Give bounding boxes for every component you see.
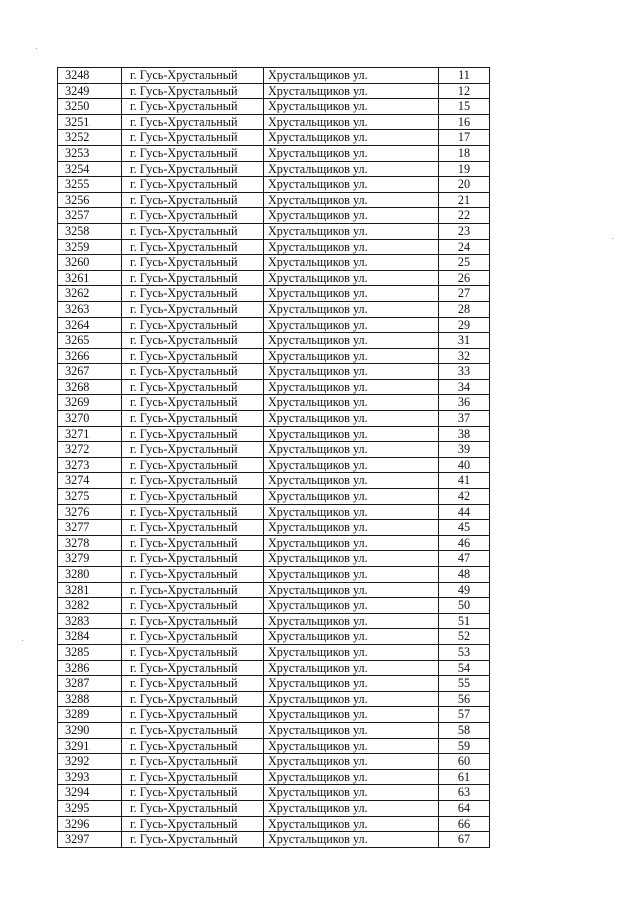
- street-cell: Хрустальщиков ул.: [264, 769, 439, 785]
- house-number-cell: 47: [439, 551, 490, 567]
- city-cell: г. Гусь-Хрустальный: [122, 364, 264, 380]
- street-cell: Хрустальщиков ул.: [264, 442, 439, 458]
- street-cell: Хрустальщиков ул.: [264, 707, 439, 723]
- house-number-cell: 18: [439, 145, 490, 161]
- street-cell: Хрустальщиков ул.: [264, 613, 439, 629]
- row-number-cell: 3275: [58, 489, 122, 505]
- row-number-cell: 3254: [58, 161, 122, 177]
- street-cell: Хрустальщиков ул.: [264, 145, 439, 161]
- city-cell: г. Гусь-Хрустальный: [122, 832, 264, 848]
- row-number-cell: 3251: [58, 114, 122, 130]
- row-number-cell: 3260: [58, 255, 122, 271]
- house-number-cell: 23: [439, 223, 490, 239]
- street-cell: Хрустальщиков ул.: [264, 800, 439, 816]
- city-cell: г. Гусь-Хрустальный: [122, 598, 264, 614]
- table-row: [58, 738, 490, 754]
- street-cell: Хрустальщиков ул.: [264, 286, 439, 302]
- scan-speck: [36, 48, 37, 49]
- street-cell: Хрустальщиков ул.: [264, 192, 439, 208]
- street-cell: Хрустальщиков ул.: [264, 816, 439, 832]
- house-number-cell: 63: [439, 785, 490, 801]
- table-row: [58, 333, 490, 349]
- city-cell: г. Гусь-Хрустальный: [122, 83, 264, 99]
- table-row: [58, 161, 490, 177]
- row-number-cell: 3264: [58, 317, 122, 333]
- city-cell: г. Гусь-Хрустальный: [122, 192, 264, 208]
- street-cell: Хрустальщиков ул.: [264, 644, 439, 660]
- street-cell: Хрустальщиков ул.: [264, 457, 439, 473]
- address-table: [57, 67, 490, 848]
- house-number-cell: 38: [439, 426, 490, 442]
- table-row: [58, 832, 490, 848]
- row-number-cell: 3278: [58, 535, 122, 551]
- row-number-cell: 3282: [58, 598, 122, 614]
- house-number-cell: 53: [439, 644, 490, 660]
- house-number-cell: 21: [439, 192, 490, 208]
- table-row: [58, 301, 490, 317]
- house-number-cell: 61: [439, 769, 490, 785]
- street-cell: Хрустальщиков ул.: [264, 114, 439, 130]
- house-number-cell: 46: [439, 535, 490, 551]
- table-row: [58, 816, 490, 832]
- street-cell: Хрустальщиков ул.: [264, 754, 439, 770]
- city-cell: г. Гусь-Хрустальный: [122, 676, 264, 692]
- table-row: [58, 629, 490, 645]
- house-number-cell: 34: [439, 379, 490, 395]
- table-row: [58, 722, 490, 738]
- row-number-cell: 3267: [58, 364, 122, 380]
- table-row: [58, 769, 490, 785]
- table-row: [58, 68, 490, 84]
- table-row: [58, 83, 490, 99]
- city-cell: г. Гусь-Хрустальный: [122, 504, 264, 520]
- table-row: [58, 598, 490, 614]
- row-number-cell: 3293: [58, 769, 122, 785]
- row-number-cell: 3286: [58, 660, 122, 676]
- table-row: [58, 489, 490, 505]
- table-row: [58, 208, 490, 224]
- street-cell: Хрустальщиков ул.: [264, 348, 439, 364]
- street-cell: Хрустальщиков ул.: [264, 99, 439, 115]
- row-number-cell: 3265: [58, 333, 122, 349]
- city-cell: г. Гусь-Хрустальный: [122, 582, 264, 598]
- row-number-cell: 3283: [58, 613, 122, 629]
- row-number-cell: 3253: [58, 145, 122, 161]
- table-row: [58, 286, 490, 302]
- street-cell: Хрустальщиков ул.: [264, 520, 439, 536]
- city-cell: г. Гусь-Хрустальный: [122, 644, 264, 660]
- house-number-cell: 32: [439, 348, 490, 364]
- scan-speck: [22, 640, 23, 641]
- table-row: [58, 395, 490, 411]
- row-number-cell: 3279: [58, 551, 122, 567]
- city-cell: г. Гусь-Хрустальный: [122, 223, 264, 239]
- city-cell: г. Гусь-Хрустальный: [122, 769, 264, 785]
- row-number-cell: 3250: [58, 99, 122, 115]
- row-number-cell: 3262: [58, 286, 122, 302]
- street-cell: Хрустальщиков ул.: [264, 270, 439, 286]
- table-row: [58, 582, 490, 598]
- house-number-cell: 12: [439, 83, 490, 99]
- city-cell: г. Гусь-Хрустальный: [122, 161, 264, 177]
- table-row: [58, 613, 490, 629]
- city-cell: г. Гусь-Хрустальный: [122, 489, 264, 505]
- table-row: [58, 99, 490, 115]
- street-cell: Хрустальщиков ул.: [264, 582, 439, 598]
- house-number-cell: 37: [439, 411, 490, 427]
- city-cell: г. Гусь-Хрустальный: [122, 411, 264, 427]
- house-number-cell: 66: [439, 816, 490, 832]
- table-row: [58, 145, 490, 161]
- house-number-cell: 24: [439, 239, 490, 255]
- row-number-cell: 3274: [58, 473, 122, 489]
- city-cell: г. Гусь-Хрустальный: [122, 348, 264, 364]
- street-cell: Хрустальщиков ул.: [264, 832, 439, 848]
- city-cell: г. Гусь-Хрустальный: [122, 270, 264, 286]
- city-cell: г. Гусь-Хрустальный: [122, 395, 264, 411]
- table-row: [58, 660, 490, 676]
- city-cell: г. Гусь-Хрустальный: [122, 691, 264, 707]
- street-cell: Хрустальщиков ул.: [264, 68, 439, 84]
- row-number-cell: 3255: [58, 177, 122, 193]
- city-cell: г. Гусь-Хрустальный: [122, 255, 264, 271]
- street-cell: Хрустальщиков ул.: [264, 239, 439, 255]
- street-cell: Хрустальщиков ул.: [264, 208, 439, 224]
- house-number-cell: 64: [439, 800, 490, 816]
- street-cell: Хрустальщиков ул.: [264, 473, 439, 489]
- city-cell: г. Гусь-Хрустальный: [122, 457, 264, 473]
- house-number-cell: 29: [439, 317, 490, 333]
- street-cell: Хрустальщиков ул.: [264, 161, 439, 177]
- street-cell: Хрустальщиков ул.: [264, 379, 439, 395]
- table-row: [58, 691, 490, 707]
- city-cell: г. Гусь-Хрустальный: [122, 707, 264, 723]
- house-number-cell: 28: [439, 301, 490, 317]
- street-cell: Хрустальщиков ул.: [264, 333, 439, 349]
- city-cell: г. Гусь-Хрустальный: [122, 738, 264, 754]
- house-number-cell: 42: [439, 489, 490, 505]
- city-cell: г. Гусь-Хрустальный: [122, 99, 264, 115]
- table-row: [58, 255, 490, 271]
- table-row: [58, 442, 490, 458]
- city-cell: г. Гусь-Хрустальный: [122, 520, 264, 536]
- house-number-cell: 19: [439, 161, 490, 177]
- house-number-cell: 20: [439, 177, 490, 193]
- row-number-cell: 3256: [58, 192, 122, 208]
- row-number-cell: 3281: [58, 582, 122, 598]
- row-number-cell: 3276: [58, 504, 122, 520]
- city-cell: г. Гусь-Хрустальный: [122, 551, 264, 567]
- row-number-cell: 3272: [58, 442, 122, 458]
- house-number-cell: 44: [439, 504, 490, 520]
- row-number-cell: 3249: [58, 83, 122, 99]
- street-cell: Хрустальщиков ул.: [264, 551, 439, 567]
- row-number-cell: 3268: [58, 379, 122, 395]
- row-number-cell: 3297: [58, 832, 122, 848]
- table-row: [58, 754, 490, 770]
- house-number-cell: 40: [439, 457, 490, 473]
- city-cell: г. Гусь-Хрустальный: [122, 442, 264, 458]
- city-cell: г. Гусь-Хрустальный: [122, 317, 264, 333]
- street-cell: Хрустальщиков ул.: [264, 177, 439, 193]
- house-number-cell: 26: [439, 270, 490, 286]
- row-number-cell: 3269: [58, 395, 122, 411]
- row-number-cell: 3259: [58, 239, 122, 255]
- house-number-cell: 17: [439, 130, 490, 146]
- table-row: [58, 520, 490, 536]
- city-cell: г. Гусь-Хрустальный: [122, 114, 264, 130]
- street-cell: Хрустальщиков ул.: [264, 411, 439, 427]
- street-cell: Хрустальщиков ул.: [264, 301, 439, 317]
- table-row: [58, 177, 490, 193]
- row-number-cell: 3252: [58, 130, 122, 146]
- table-row: [58, 785, 490, 801]
- scan-speck: [612, 238, 613, 239]
- house-number-cell: 57: [439, 707, 490, 723]
- table-row: [58, 317, 490, 333]
- house-number-cell: 11: [439, 68, 490, 84]
- table-row: [58, 644, 490, 660]
- house-number-cell: 39: [439, 442, 490, 458]
- city-cell: г. Гусь-Хрустальный: [122, 800, 264, 816]
- house-number-cell: 55: [439, 676, 490, 692]
- city-cell: г. Гусь-Хрустальный: [122, 754, 264, 770]
- table-row: [58, 800, 490, 816]
- table-row: [58, 364, 490, 380]
- house-number-cell: 67: [439, 832, 490, 848]
- table-row: [58, 239, 490, 255]
- street-cell: Хрустальщиков ул.: [264, 676, 439, 692]
- street-cell: Хрустальщиков ул.: [264, 130, 439, 146]
- row-number-cell: 3263: [58, 301, 122, 317]
- row-number-cell: 3296: [58, 816, 122, 832]
- city-cell: г. Гусь-Хрустальный: [122, 473, 264, 489]
- row-number-cell: 3266: [58, 348, 122, 364]
- street-cell: Хрустальщиков ул.: [264, 426, 439, 442]
- table-row: [58, 270, 490, 286]
- street-cell: Хрустальщиков ул.: [264, 660, 439, 676]
- house-number-cell: 15: [439, 99, 490, 115]
- house-number-cell: 45: [439, 520, 490, 536]
- house-number-cell: 49: [439, 582, 490, 598]
- city-cell: г. Гусь-Хрустальный: [122, 613, 264, 629]
- city-cell: г. Гусь-Хрустальный: [122, 426, 264, 442]
- house-number-cell: 48: [439, 567, 490, 583]
- city-cell: г. Гусь-Хрустальный: [122, 333, 264, 349]
- table-row: [58, 130, 490, 146]
- street-cell: Хрустальщиков ул.: [264, 364, 439, 380]
- table-row: [58, 114, 490, 130]
- house-number-cell: 51: [439, 613, 490, 629]
- city-cell: г. Гусь-Хрустальный: [122, 722, 264, 738]
- table-row: [58, 348, 490, 364]
- row-number-cell: 3287: [58, 676, 122, 692]
- street-cell: Хрустальщиков ул.: [264, 567, 439, 583]
- table-row: [58, 192, 490, 208]
- row-number-cell: 3270: [58, 411, 122, 427]
- street-cell: Хрустальщиков ул.: [264, 504, 439, 520]
- city-cell: г. Гусь-Хрустальный: [122, 379, 264, 395]
- table-row: [58, 223, 490, 239]
- city-cell: г. Гусь-Хрустальный: [122, 660, 264, 676]
- house-number-cell: 52: [439, 629, 490, 645]
- street-cell: Хрустальщиков ул.: [264, 785, 439, 801]
- table-row: [58, 411, 490, 427]
- street-cell: Хрустальщиков ул.: [264, 629, 439, 645]
- table-row: [58, 567, 490, 583]
- table-row: [58, 676, 490, 692]
- house-number-cell: 41: [439, 473, 490, 489]
- house-number-cell: 22: [439, 208, 490, 224]
- street-cell: Хрустальщиков ул.: [264, 738, 439, 754]
- city-cell: г. Гусь-Хрустальный: [122, 535, 264, 551]
- city-cell: г. Гусь-Хрустальный: [122, 145, 264, 161]
- house-number-cell: 58: [439, 722, 490, 738]
- house-number-cell: 56: [439, 691, 490, 707]
- table-row: [58, 504, 490, 520]
- row-number-cell: 3284: [58, 629, 122, 645]
- table-row: [58, 379, 490, 395]
- city-cell: г. Гусь-Хрустальный: [122, 208, 264, 224]
- house-number-cell: 16: [439, 114, 490, 130]
- city-cell: г. Гусь-Хрустальный: [122, 130, 264, 146]
- row-number-cell: 3285: [58, 644, 122, 660]
- house-number-cell: 60: [439, 754, 490, 770]
- city-cell: г. Гусь-Хрустальный: [122, 629, 264, 645]
- street-cell: Хрустальщиков ул.: [264, 722, 439, 738]
- city-cell: г. Гусь-Хрустальный: [122, 785, 264, 801]
- street-cell: Хрустальщиков ул.: [264, 691, 439, 707]
- row-number-cell: 3277: [58, 520, 122, 536]
- city-cell: г. Гусь-Хрустальный: [122, 239, 264, 255]
- city-cell: г. Гусь-Хрустальный: [122, 567, 264, 583]
- row-number-cell: 3288: [58, 691, 122, 707]
- address-table-body: [58, 68, 490, 848]
- row-number-cell: 3271: [58, 426, 122, 442]
- street-cell: Хрустальщиков ул.: [264, 223, 439, 239]
- street-cell: Хрустальщиков ул.: [264, 598, 439, 614]
- table-row: [58, 551, 490, 567]
- row-number-cell: 3258: [58, 223, 122, 239]
- table-row: [58, 535, 490, 551]
- city-cell: г. Гусь-Хрустальный: [122, 68, 264, 84]
- city-cell: г. Гусь-Хрустальный: [122, 301, 264, 317]
- table-row: [58, 473, 490, 489]
- city-cell: г. Гусь-Хрустальный: [122, 286, 264, 302]
- street-cell: Хрустальщиков ул.: [264, 317, 439, 333]
- row-number-cell: 3292: [58, 754, 122, 770]
- house-number-cell: 36: [439, 395, 490, 411]
- row-number-cell: 3291: [58, 738, 122, 754]
- house-number-cell: 50: [439, 598, 490, 614]
- city-cell: г. Гусь-Хрустальный: [122, 816, 264, 832]
- table-row: [58, 426, 490, 442]
- house-number-cell: 27: [439, 286, 490, 302]
- table-row: [58, 457, 490, 473]
- street-cell: Хрустальщиков ул.: [264, 395, 439, 411]
- street-cell: Хрустальщиков ул.: [264, 83, 439, 99]
- street-cell: Хрустальщиков ул.: [264, 255, 439, 271]
- house-number-cell: 33: [439, 364, 490, 380]
- row-number-cell: 3290: [58, 722, 122, 738]
- house-number-cell: 25: [439, 255, 490, 271]
- street-cell: Хрустальщиков ул.: [264, 535, 439, 551]
- row-number-cell: 3248: [58, 68, 122, 84]
- row-number-cell: 3261: [58, 270, 122, 286]
- house-number-cell: 54: [439, 660, 490, 676]
- row-number-cell: 3257: [58, 208, 122, 224]
- house-number-cell: 31: [439, 333, 490, 349]
- row-number-cell: 3273: [58, 457, 122, 473]
- row-number-cell: 3295: [58, 800, 122, 816]
- row-number-cell: 3280: [58, 567, 122, 583]
- house-number-cell: 59: [439, 738, 490, 754]
- city-cell: г. Гусь-Хрустальный: [122, 177, 264, 193]
- row-number-cell: 3294: [58, 785, 122, 801]
- row-number-cell: 3289: [58, 707, 122, 723]
- street-cell: Хрустальщиков ул.: [264, 489, 439, 505]
- table-row: [58, 707, 490, 723]
